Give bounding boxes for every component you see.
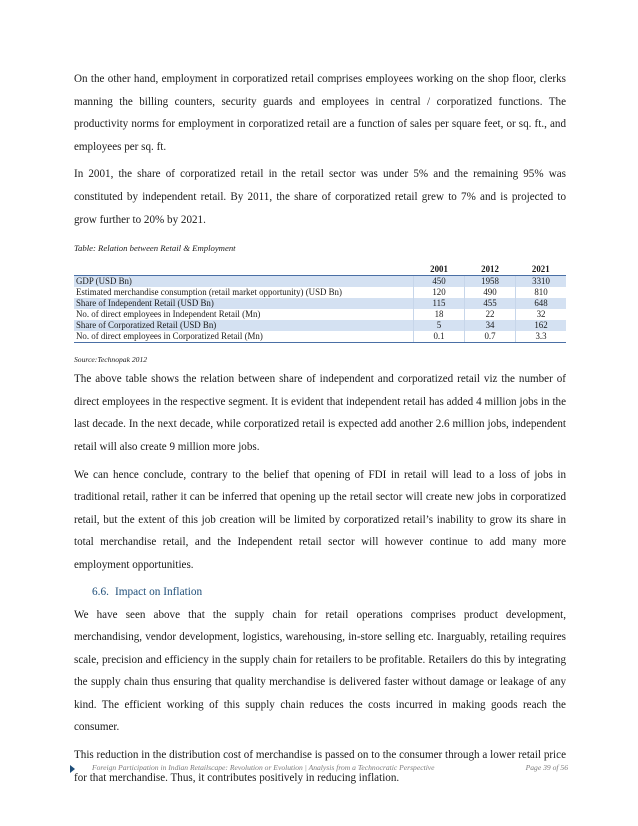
footer-title: Foreign Participation in Indian Retailscape: Revolution or Evolution | Analysis from a Technocratic Perspective: [92, 763, 435, 772]
table-row: [74, 276, 566, 288]
triangle-right-icon: [70, 765, 75, 773]
table-row-label: Share of Independent Retail (USD Bn): [74, 298, 414, 309]
table-row: [74, 309, 566, 320]
table-row: [74, 320, 566, 331]
table-cell: 810: [516, 287, 567, 298]
table-header-year: 2001: [414, 264, 465, 276]
table-header-year: 2012: [465, 264, 516, 276]
table-header-label: [74, 264, 414, 276]
section-number: 6.6.: [92, 585, 109, 598]
table-cell: 450: [414, 276, 465, 288]
table-caption: Table: Relation between Retail & Employment: [74, 243, 236, 254]
page-number: Page 39 of 56: [525, 763, 568, 772]
table-row-label: No. of direct employees in Independent Retail (Mn): [76, 309, 261, 320]
section-heading: [92, 582, 566, 602]
page-footer: [70, 763, 570, 777]
section-title: Impact on Inflation: [114, 585, 203, 598]
table-row-label: Share of Corporatized Retail (USD Bn): [74, 320, 414, 331]
table-header-row: [74, 264, 566, 276]
table-cell: 3310: [516, 276, 567, 288]
paragraph-conclusion: We can hence conclude, contrary to the belief that opening of FDI in retail will lead to a loss of jobs in traditional retail, rather it can be inferred that opening up the retail sector will create new jobs in corporatized retail, but the extent of this job creation will be limited by corporatized retail’s inability to grow its share in total merchandise retail, and the Independent retail sector will however continue to add many more employment opportunities.: [74, 468, 566, 571]
paragraph-inflation: This reduction in the distribution cost of merchandise is passed on to the consumer through a lower retail price for that merchandise. Thus, it contributes positively in reducing inflation.: [74, 749, 566, 784]
retail-employment-table: [74, 264, 566, 343]
table-row-label: No. of direct employees in Corporatized Retail (Mn): [74, 331, 414, 343]
table-cell: 0.1: [414, 331, 465, 343]
table-cell: 34: [465, 320, 516, 331]
table-cell: 162: [516, 320, 567, 331]
table-cell: 5: [414, 320, 465, 331]
table-cell: 3.3: [516, 331, 567, 343]
paragraph-supply-chain: We have seen above that the supply chain for retail operations comprises product development, merchandising, vendor development, logistics, warehousing, in-store selling etc. Inarguably, retailing requires scale, precision and efficiency in the supply chain for retailers to be profitable. Retailers do this by integrating the supply chain thus ensuring that quality merchandise is delivered faster without damage or leakage of any kind. The efficient working of this supply chain reduces the costs incurred in making goods reach the consumer.: [74, 608, 566, 734]
paragraph-employment-norms: On the other hand, employment in corporatized retail comprises employees working on the shop floor, clerks manning the billing counters, security guards and employees in central / corporatized functions. The productivity norms for employment in corporatized retail are a function of sales per square feet, or sq. ft., and employees per sq. ft.: [74, 73, 566, 153]
table-header-year: 2021: [516, 264, 567, 276]
document-page: [74, 68, 566, 789]
table-cell: 18: [414, 309, 465, 320]
table-cell: 32: [516, 309, 567, 320]
paragraph-retail-share: In 2001, the share of corporatized retail in the retail sector was under 5% and the remaining 95% was constituted by independent retail. By 2011, the share of corporatized retail grew to 7% and is projected to grow further to 20% by 2021.: [74, 168, 566, 226]
table-cell: 490: [465, 287, 516, 298]
table-row: [74, 298, 566, 309]
table-cell: 455: [465, 298, 516, 309]
table-row-label: GDP (USD Bn): [74, 276, 414, 288]
table-cell: 120: [414, 287, 465, 298]
table-row: [74, 287, 566, 298]
table-cell: 648: [516, 298, 567, 309]
table-cell: 1958: [465, 276, 516, 288]
table-cell: 0.7: [465, 331, 516, 343]
table-cell: 22: [465, 309, 516, 320]
table-cell: 115: [414, 298, 465, 309]
paragraph-table-analysis: The above table shows the relation between share of independent and corporatized retail viz the number of direct employees in the respective segment. It is evident that independent retail has added 4 million jobs in the last decade. In the next decade, while corporatized retail is expected add another 2.6 million jobs, independent retail will also create 9 million more jobs.: [74, 373, 566, 453]
table-row-label: Estimated merchandise consumption (retail market opportunity) (USD Bn): [76, 287, 342, 298]
table-row: [74, 331, 566, 343]
table-source: Source:Technopak 2012: [74, 355, 148, 365]
